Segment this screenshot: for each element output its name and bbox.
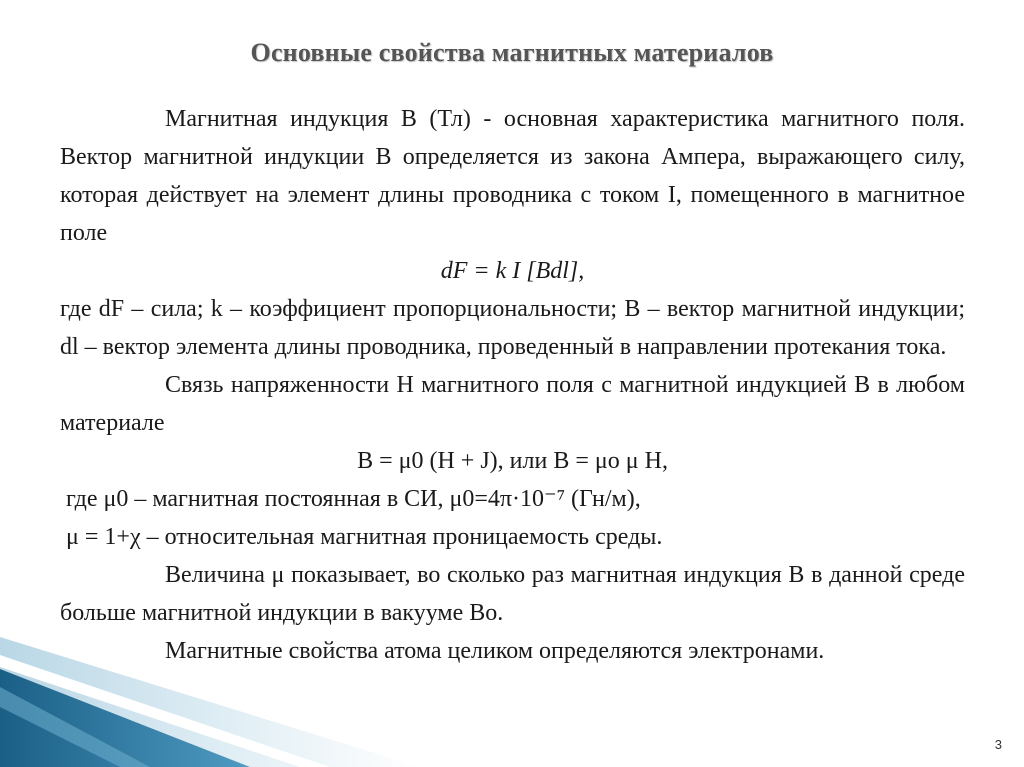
paragraph-mu0: где μ0 – магнитная постоянная в СИ, μ0=4π·10⁻⁷ (Гн/м), bbox=[66, 486, 641, 512]
paragraph-relation: Связь напряженности H магнитного поля с магнитной индукцией B в любом материале bbox=[60, 372, 965, 436]
paragraph-induction: Магнитная индукция B (Тл) - основная характеристика магнитного поля. Вектор магнитной индукции B определяется из закона Ампера, выражающего силу, которая действует на элемент длины проводника с током I, помещенного в магнитное поле bbox=[60, 106, 965, 246]
corner-decoration bbox=[0, 627, 1024, 767]
formula-relation: B = μ0 (H + J), или B = μo μ H, bbox=[357, 448, 668, 474]
paragraph-definitions: где dF – сила; k – коэффициент пропорциональности; B – вектор магнитной индукции; dl – вектор элемента длины проводника, проведенный в направлении протекания тока. bbox=[60, 296, 965, 360]
paragraph-magnitude: Величина μ показывает, во сколько раз магнитная индукция B в данной среде больше магнитной индукции в вакууме Bo. bbox=[60, 562, 965, 626]
formula-ampere: dF = k I [Bdl], bbox=[440, 258, 585, 284]
paragraph-mu: μ = 1+χ – относительная магнитная проницаемость среды. bbox=[66, 524, 663, 550]
paragraph-atom: Магнитные свойства атома целиком определяются электронами. bbox=[165, 638, 825, 664]
slide-body bbox=[60, 100, 965, 670]
page-number: 3 bbox=[994, 737, 1002, 752]
slide-title: Основные свойства магнитных материалов bbox=[250, 38, 774, 67]
